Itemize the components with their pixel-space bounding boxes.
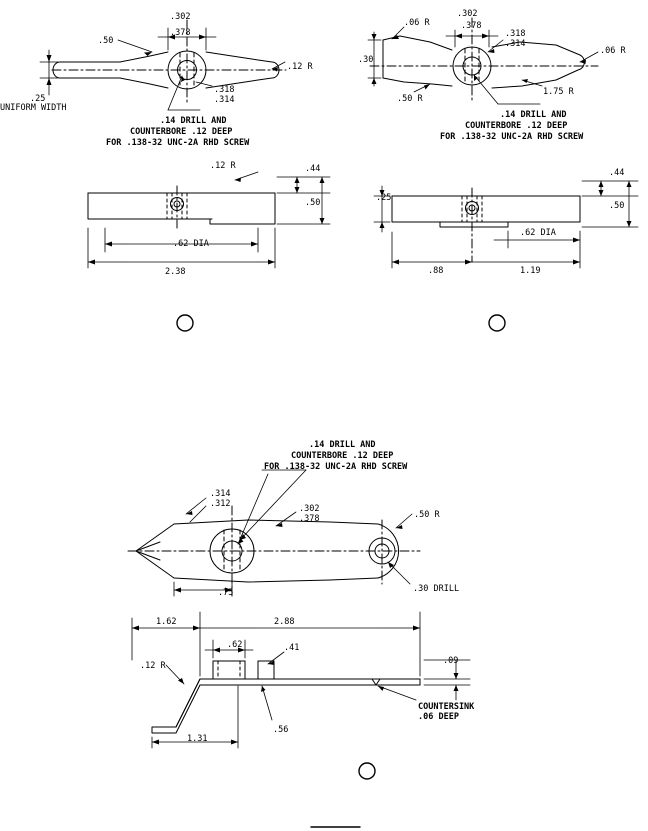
- view5-label-7: .50 R: [414, 510, 440, 520]
- view1-label-5: .314: [214, 95, 235, 105]
- view4-label-2: .25: [376, 193, 392, 203]
- view6-label-1: 2.88: [274, 617, 295, 627]
- view3-label-9: .14 DRILL AND: [500, 110, 567, 120]
- view5-label-0: .14 DRILL AND: [309, 440, 376, 450]
- view3-label-3: .318: [505, 29, 526, 39]
- view4-label-3: .62 DIA: [520, 228, 556, 238]
- view5-label-1: COUNTERBORE .12 DEEP: [291, 451, 394, 461]
- view1-label-2: .50: [98, 36, 114, 46]
- view5-label-9: .30 DRILL: [413, 584, 460, 594]
- view2-dimensions: [88, 172, 330, 268]
- view1-label-7: UNIFORM WIDTH: [0, 103, 67, 113]
- view3-label-8: .50 R: [397, 94, 423, 104]
- view3-label-0: .302: [457, 9, 478, 19]
- view4-geometry: [392, 188, 580, 262]
- view6-label-3: .41: [284, 643, 300, 653]
- view5-label-4: .312: [210, 499, 231, 509]
- view5-geometry: [128, 506, 420, 596]
- view2-label-2: .50: [305, 198, 321, 208]
- view1-label-1: .378: [170, 28, 191, 38]
- view6-label-6: COUNTERSINK: [418, 702, 475, 712]
- view3-label-11: FOR .138-32 UNC-2A RHD SCREW: [440, 132, 584, 142]
- view3-label-1: .378: [461, 21, 482, 31]
- view4-dimensions: [374, 181, 638, 268]
- view2-label-4: 2.38: [165, 267, 186, 277]
- view3-label-2: .06 R: [404, 18, 430, 28]
- view3-label-6: .30: [358, 55, 374, 65]
- view6-label-5: .12 R: [140, 661, 166, 671]
- view4-label-5: 1.19: [520, 266, 541, 276]
- view1-label-3: .12 R: [287, 62, 313, 72]
- view1-label-4: .318: [214, 85, 235, 95]
- view6-label-7: .06 DEEP: [418, 712, 459, 722]
- view2-label-1: .44: [305, 164, 321, 174]
- view6-label-9: 1.31: [187, 734, 208, 744]
- view1-geometry: [52, 20, 286, 104]
- view6-label-0: 1.62: [156, 617, 177, 627]
- view5-label-2: FOR .138-32 UNC-2A RHD SCREW: [264, 462, 408, 472]
- view4-label-4: .88: [428, 266, 444, 276]
- view5-label-5: .302: [299, 504, 320, 514]
- view3-label-10: COUNTERBORE .12 DEEP: [465, 121, 568, 131]
- view1-dimensions: [40, 28, 285, 110]
- view2-geometry: [88, 186, 275, 228]
- view3-label-4: .314: [505, 39, 526, 49]
- view1-label-9: COUNTERBORE .12 DEEP: [130, 127, 233, 137]
- view5-label-8: .75: [218, 588, 234, 598]
- view2-label-3: .62 DIA: [173, 239, 209, 249]
- view5-label-6: .378: [299, 514, 320, 524]
- view1-label-6: .25: [30, 94, 46, 104]
- view3-label-7: 1.75 R: [543, 87, 574, 97]
- view1-label-8: .14 DRILL AND: [160, 116, 227, 126]
- view6-label-2: .62: [227, 640, 243, 650]
- view3-label-5: .06 R: [600, 46, 626, 56]
- view6-label-8: .56: [273, 725, 289, 735]
- view4-label-1: .50: [609, 201, 625, 211]
- view1-label-0: .302: [170, 12, 191, 22]
- view2-label-0: .12 R: [210, 161, 236, 171]
- view1-label-10: FOR .138-32 UNC-2A RHD SCREW: [106, 138, 250, 148]
- view5-label-3: .314: [210, 489, 231, 499]
- view6-geometry: [152, 661, 420, 733]
- view6-dimensions: [132, 612, 470, 748]
- view6-label-4: .09: [443, 656, 459, 666]
- view4-label-0: .44: [609, 168, 625, 178]
